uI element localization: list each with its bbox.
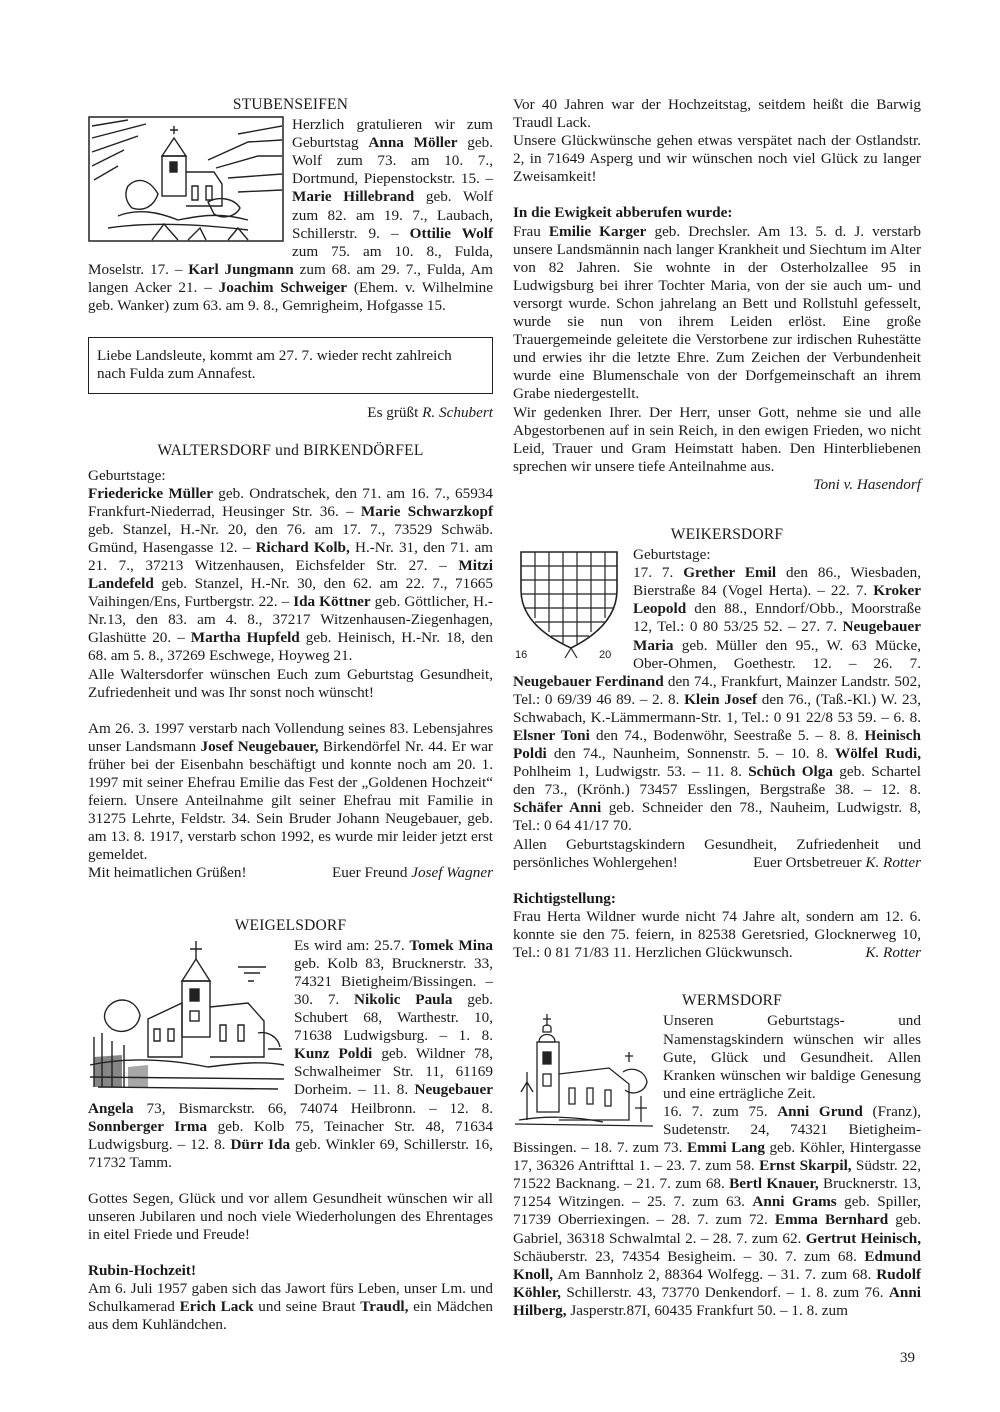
entry-name: Emilie Karger bbox=[548, 222, 647, 240]
entry-name: Erich Lack bbox=[179, 1298, 254, 1316]
entry-name: Sonnberger Irma bbox=[88, 1117, 208, 1135]
entry-name: Wölfel Rudi, bbox=[835, 745, 921, 763]
coat-of-arms-weikersdorf bbox=[513, 546, 625, 660]
weikersdorf-signature: Euer Ortsbetreuer K. Rotter bbox=[753, 853, 921, 871]
right-column bbox=[513, 96, 921, 1320]
entry-name: Kunz Poldi bbox=[294, 1045, 373, 1063]
rubin-title: Rubin-Hochzeit! bbox=[88, 1262, 196, 1280]
richtigstellung-text: Frau Herta Wildner wurde nicht 74 Jahre alt, sondern am 12. 6. konnte sie den 75. feiern, in 82538 Geretsried, Glocknerweg 10, Tel.: 0 81 71/83 11. Herzlichen Glückwunsch. bbox=[513, 907, 921, 962]
church-drawing-icon bbox=[88, 116, 284, 242]
section-title: WERMSDORF bbox=[682, 992, 782, 1010]
entry-name: Gertrut Heinisch, bbox=[805, 1229, 921, 1247]
entry-name: Dürr Ida bbox=[230, 1135, 291, 1153]
wermsdorf-birthdays: 16. 7. zum 75. Anni Grund (Franz), Sudetenstr. 24, 74321 Bietigheim-Bissingen. – 18. 7. zum 73. Emmi Lang geb. Köhler, Hintergasse 17, 36326 Antrifttal 1. – 23. 7. zum 58. Ernst Skarpil, Südstr. 22, 71522 Backnang. – 21. 7. zum 68. Bertl Knauer, Brucknerstr. 13, 71254 Witzingen. – 25. 7. zum 63. Anni Grams geb. Spiller, 71739 Oberriexingen. – 28. 7. zum 72. Emma Bernhard geb. Gabriel, 36318 Schwalmtal 2. – 28. 7. zum 62. Gertrut Heinisch, Schäuberstr. 23, 74354 Besigheim. – 30. 7. zum 68. Edmund Knoll, Am Bannholz 2, 88364 Wolfegg. – 31. 7. zum 68. Rudolf Köhler, Schillerstr. 43, 73770 Denkendorf. – 1. 8. zum 76. Anni Hilberg, Jasperstr.87I, 60435 Frankfurt 50. – 1. 8. zum bbox=[513, 1102, 922, 1319]
entry-name: Anna Möller bbox=[368, 134, 458, 152]
left-column bbox=[88, 96, 493, 1335]
section-richtigstellung bbox=[513, 890, 921, 962]
church-drawing-icon bbox=[88, 937, 286, 1095]
entry-name: Ida Köttner bbox=[293, 593, 371, 611]
section-title: STUBENSEIFEN bbox=[232, 96, 349, 113]
weikersdorf-wishes: Allen Geburtstagskindern Gesundheit, Zufriedenheit und persönliches Wohlergehen! bbox=[513, 835, 921, 871]
crest-year-left: 16 bbox=[515, 649, 528, 661]
section-title: In die Ewigkeit abberufen wurde: bbox=[513, 204, 733, 222]
entry-name: Heinisch Poldi bbox=[513, 727, 921, 763]
entry-name: Neugebauer Angela bbox=[88, 1081, 493, 1117]
crest-icon bbox=[513, 546, 625, 660]
church-sketch-weigelsdorf bbox=[88, 937, 286, 1095]
section-weigelsdorf bbox=[88, 917, 493, 1335]
waltersdorf-birthdays: Friedericke Müller geb. Ondratschek, den 71. am 16. 7., 65934 Frankfurt-Niederrad, Heusinger Str. 36. – Marie Schwarzkopf geb. Stanzel, H.-Nr. 20, den 76. am 17. 7., 73529 Schwäb. Gmünd, Hasengasse 12. – Richard Kolb, H.-Nr. 31, den 71. am 21. 7., 37213 Witzenhausen, Eichsfelder Str. 27. – Mitzi Landefeld geb. Stanzel, H.-Nr. 30, den 62. am 22. 7., 71665 Vaihingen/Ens, Furtbergstr. 22. – Ida Köttner geb. Göttlicher, H.-Nr.13, den 83. am 4. 8., 37217 Witzenhausen-Ziegenhagen, Glashütte 20. – Martha Hupfeld geb. Heinisch, H.-Nr. 18, den 68. am 5. 8., 37269 Eschwege, Hoyweg 21. bbox=[88, 484, 493, 665]
ewigkeit-signature: Toni v. Hasendorf bbox=[813, 475, 921, 493]
waltersdorf-wishes: Alle Waltersdorfer wünschen Euch zum Geburtstag Gesundheit, Zufriedenheit und was Ihr sonst noch wünscht! bbox=[88, 665, 493, 701]
entry-name: Ernst Skarpil, bbox=[759, 1157, 852, 1175]
entry-name: Elsner Toni bbox=[513, 727, 590, 744]
section-waltersdorf bbox=[88, 442, 493, 882]
section-stubenseifen bbox=[88, 96, 493, 422]
church-drawing-icon bbox=[513, 1012, 655, 1130]
section-title: WALTERSDORF und BIRKENDÖRFEL bbox=[157, 442, 424, 460]
weigelsdorf-wishes: Gottes Segen, Glück und vor allem Gesundheit wünschen wir all unseren Jubilaren und noch viele Wiederholungen des Ehrentages in eitel Friede und Freude! bbox=[88, 1189, 493, 1244]
entry-name: Richard Kolb, bbox=[255, 538, 350, 556]
stubenseifen-text: Herzlich gratulieren wir zum Geburtstag Anna Möller geb. Wolf zum 73. am 10. 7., Dortmund, Piepenstockstr. 15. – Marie Hillebrand geb. Wolf zum 82. am 19. 7., Laubach, Schillerstr. 9. – Ottilie Wolf zum 75. am 10. 8., Fulda, Moselstr. 17. – Karl Jungmann zum 68. am 29. 7., Fulda, Am langen Acker 21. – Joachim Schweiger (Ehem. v. Wilhelmine geb. Wanker) zum 63. am 9. 8., Gemrigheim, Hofgasse 15. bbox=[88, 116, 494, 315]
section-ewigkeit bbox=[513, 204, 921, 494]
crest-year-right: 20 bbox=[599, 649, 612, 661]
entry-name: Martha Hupfeld bbox=[190, 629, 300, 647]
stubenseifen-signature: Es grüßt R. Schubert bbox=[367, 404, 493, 422]
entry-name: Josef Neugebauer, bbox=[200, 737, 319, 755]
entry-name: Joachim Schweiger bbox=[218, 278, 347, 296]
rubin-text: Am 6. Juli 1957 gaben sich das Jawort fürs Leben, unser Lm. und Schulkamerad Erich Lack und seine Braut Traudl, ein Mädchen aus dem Kuhländchen. bbox=[88, 1280, 493, 1334]
church-sketch-wermsdorf bbox=[513, 1012, 655, 1130]
entry-name: Kroker Leopold bbox=[633, 582, 921, 618]
entry-name: Ottilie Wolf bbox=[409, 224, 493, 242]
rubin-continuation: Vor 40 Jahren war der Hochzeitstag, seitdem heißt die Barwig Traudl Lack. Unsere Glückwünsche gehen etwas verspätet nach der Ostlandstr. 2, in 71649 Asperg und wir wünschen noch viel Glück zu langer Zweisamkeit! bbox=[513, 96, 921, 186]
entry-name: Grether Emil bbox=[683, 564, 777, 582]
section-title: Richtigstellung: bbox=[513, 889, 616, 907]
annafest-notice-box: Liebe Landsleute, kommt am 27. 7. wieder recht zahlreich nach Fulda zum Annafest. bbox=[88, 337, 493, 394]
entry-name: Karl Jungmann bbox=[188, 260, 294, 278]
section-weikersdorf bbox=[513, 526, 921, 872]
waltersdorf-signature: Mit heimatlichen Grüßen! Euer Freund Josef Wagner bbox=[88, 864, 493, 882]
entry-name: Marie Schwarzkopf bbox=[360, 502, 493, 520]
church-sketch-stubenseifen bbox=[88, 116, 284, 242]
entry-name: Rudolf Köhler, bbox=[513, 1265, 921, 1301]
entry-name: Edmund Knoll, bbox=[513, 1247, 921, 1283]
page-number: 39 bbox=[900, 1350, 915, 1366]
entry-name: Klein Josef bbox=[684, 690, 758, 708]
entry-name: Emmi Lang bbox=[686, 1139, 765, 1157]
entry-name: Bertl Knauer, bbox=[729, 1175, 819, 1193]
entry-name: Neugebauer Ferdinand bbox=[513, 672, 664, 690]
section-subtitle: Geburtstage: bbox=[88, 466, 166, 484]
section-subtitle: Geburtstage: bbox=[633, 546, 711, 564]
richtigstellung-signature: K. Rotter bbox=[865, 944, 921, 962]
entry-name: Nikolic Paula bbox=[354, 990, 453, 1008]
section-title: WEIGELSDORF bbox=[234, 916, 347, 934]
section-title: WEIKERSDORF bbox=[670, 525, 784, 543]
entry-name: Schüch Olga bbox=[748, 763, 833, 781]
entry-name: Anni Grund bbox=[777, 1102, 863, 1120]
entry-name: Anni Hilberg, bbox=[513, 1283, 921, 1319]
entry-name: Neugebauer Maria bbox=[633, 618, 921, 654]
entry-name: Friedericke Müller bbox=[88, 484, 214, 502]
ewigkeit-prayer: Wir gedenken Ihrer. Der Herr, unser Gott, nehme sie und alle Abgestorbenen auf in sein Reich, in den ewigen Frieden, wo nicht Leid, Trauer und Gram Heimstatt haben. Den Hinterbliebenen sprechen wir unsere tiefe Anteilnahme aus. bbox=[513, 403, 921, 475]
entry-name: Mitzi Landefeld bbox=[88, 556, 493, 593]
ewigkeit-text: Frau Emilie Karger geb. Drechsler. Am 13. 5. d. J. verstarb unsere Landsmännin nach langer Krankheit und Siechtum im Alter von 82 Jahren. Sie wohnte in der Osterholzallee 95 in Ludwigsburg bei ihrer Tochter Maria, von der sie auch um- und versorgt wurde. Schon jahrelang an Bett und Rollstuhl gefesselt, wurde sie nun von ihrem Leiden erlöst. Eine große Trauergemeinde geleitete die Verstorbene zur irdischen Ruhestätte und erwies ihr die letzte Ehre. Zum Zeichen der Verbundenheit wurde eine Blumenschale von der Dorfgemeinschaft an ihrem Grabe niedergestellt. bbox=[513, 222, 922, 403]
entry-name: Marie Hillebrand bbox=[292, 188, 415, 206]
weikersdorf-birthdays: 17. 7. Grether Emil den 86., Wiesbaden, Bierstraße 84 (Vogel Herta). – 22. 7. Kroker Leopold den 88., Enndorf/Obb., Moorstraße 12, Tel.: 0 80 53/25 52. – 27. 7. Neugebauer Maria geb. Müller den 95., W. 63 Mücke, Ober-Ohmen, Goethestr. 12. – 26. 7. Neugebauer Ferdinand den 74., Frankfurt, Mainzer Landstr. 502, Tel.: 0 69/39 46 89. – 2. 8. Klein Josef den 76., (Taß.-Kl.) W. 23, Schwabach, K.-Lämmermann-Str. 1, Tel.: 0 91 22/8 53 59. – 6. 8. Elsner Toni den 74., Bodenwöhr, Seestraße 5. – 8. 8. Heinisch Poldi den 74., Naunheim, Sonnenstr. 5. – 10. 8. Wölfel Rudi, Pohlheim 1, Ludwigstr. 53. – 11. 8. Schüch Olga geb. Schartel den 73., (Krönh.) 73457 Esslingen, Bergstraße 38. – 12. 8. Schäfer Anni geb. Schneider den 78., Nauheim, Ludwigstr. 8, Tel.: 0 64 41/17 70. bbox=[513, 564, 922, 835]
entry-name: Schäfer Anni bbox=[513, 799, 602, 817]
entry-name: Traudl, bbox=[360, 1298, 409, 1316]
wermsdorf-intro: Unseren Geburtstags- und Namenstagskindern wünschen wir alles Gute, Glück und Gesundheit. Allen Kranken wünschen wir baldige Genesung und eine erträgliche Zeit. bbox=[663, 1012, 921, 1102]
waltersdorf-obituary: Am 26. 3. 1997 verstarb nach Vollendung seines 83. Lebensjahres unser Landsmann Josef Neugebauer, Birkendörfel Nr. 44. Er war früher bei der Eisenbahn beschäftigt und konnte noch am 20. 1. 1997 mit seiner Ehefrau Emilie das Fest der „Goldenen Hochzeit“ feiern. Unsere Anteilnahme gilt seiner Ehefrau mit Familie in 31275 Lehrte, Feldstr. 34. Sein Bruder Johann Neugebauer, geb. am 13. 8. 1917, verstarb schon 1992, es wurde mir leider jetzt erst gemeldet. bbox=[88, 719, 493, 864]
entry-name: Tomek Mina bbox=[409, 936, 493, 954]
weigelsdorf-birthdays: Es wird am: 25.7. Tomek Mina geb. Kolb 83, Brucknerstr. 33, 74321 Bietigheim/Bissingen. – 30. 7. Nikolic Paula geb. Schubert 68, Warthestr. 10, 71638 Ludwigsburg. – 1. 8. Kunz Poldi geb. Wildner 78, Schwalheimer Str. 11, 61169 Dorheim. – 11. 8. Neugebauer Angela 73, Bismarckstr. 66, 74074 Heilbronn. – 12. 8. Sonnberger Irma geb. Kolb 75, Teinacher Str. 48, 71634 Ludwigsburg. – 12. 8. Dürr Ida geb. Winkler 69, Schillerstr. 16, 71732 Tamm. bbox=[88, 936, 493, 1171]
entry-name: Anni Grams bbox=[752, 1193, 837, 1211]
section-wermsdorf bbox=[513, 992, 921, 1320]
entry-name: Emma Bernhard bbox=[774, 1211, 889, 1229]
